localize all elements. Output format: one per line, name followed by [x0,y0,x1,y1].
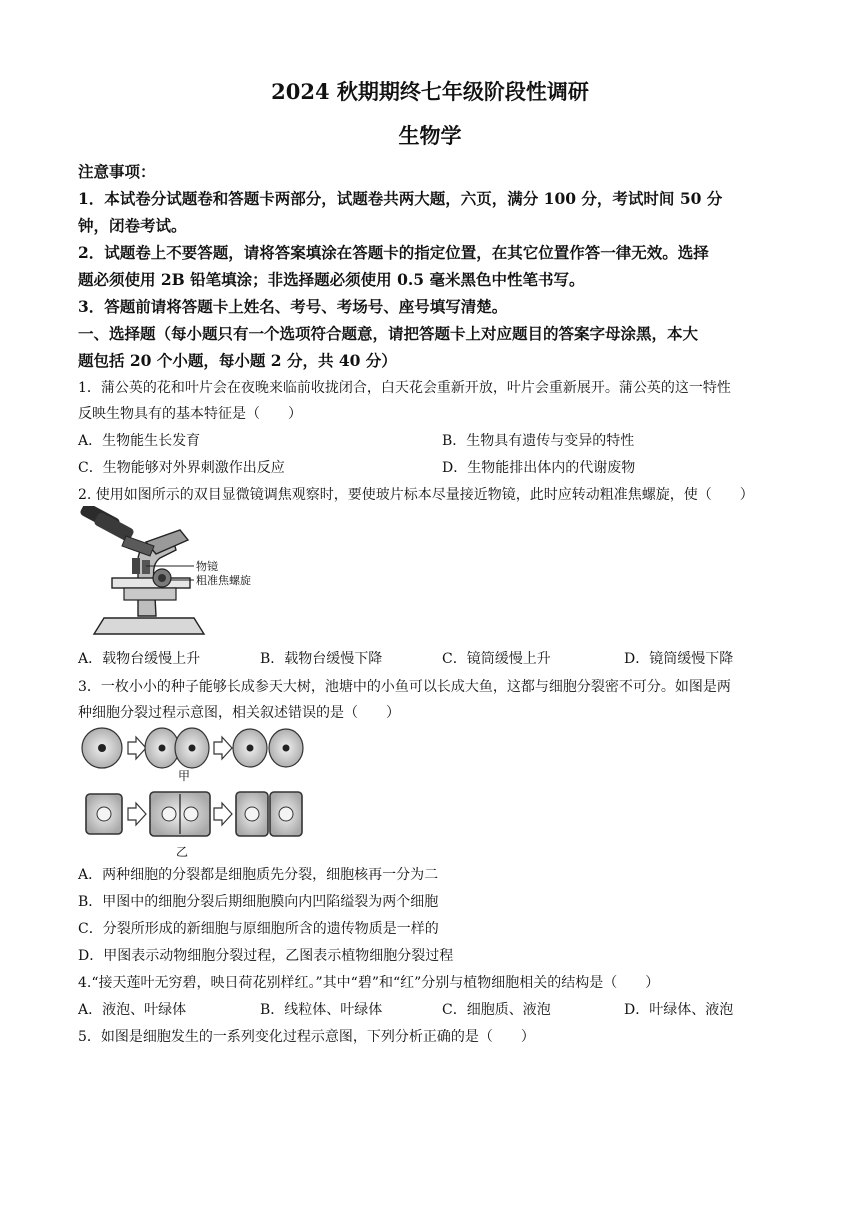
label-coarse-focus: 粗准焦螺旋 [196,574,251,587]
microscope-base [94,618,204,634]
objective-1 [132,558,140,574]
q1-stem-line-1: 1．蒲公英的花和叶片会在夜晚来临前收拢闭合，白天花会重新开放，叶片会重新展开。蒲公英的这一特性 [78,380,731,396]
notice-item-2-line-1: 2．试题卷上不要答题，请将答案填涂在答题卡的指定位置，在其它位置作答一律无效。选择 [78,243,709,262]
animal-cell-1-nucleus [98,744,106,752]
notice-item-2-line-2: 题必须使用 2B 铅笔填涂；非选择题必须使用 0.5 毫米黑色中性笔书写。 [78,270,585,289]
plant-cell-3a-nucleus [245,807,259,821]
q3-option-d: D．甲图表示动物细胞分裂过程，乙图表示植物细胞分裂过程 [78,948,454,964]
q4-option-d: D．叶绿体、液泡 [624,1002,734,1018]
subject-title: 生物学 [398,123,462,148]
arrow-4 [214,803,232,825]
binocular-body [122,536,154,556]
q2-stem-line-1: 2. 使用如图所示的双目显微镜调焦观察时，要使玻片标本尽量接近物镜，此时应转动粗准焦螺旋，使（ ） [78,487,754,503]
q3-option-b: B．甲图中的细胞分裂后期细胞膜向内凹陷缢裂为两个细胞 [78,894,439,910]
label-jia: 甲 [178,769,191,783]
q2-option-b: B．载物台缓慢下降 [260,651,383,667]
animal-cell-2b-nucleus [189,745,196,752]
animal-cell-3b-nucleus [283,745,290,752]
label-yi: 乙 [176,845,189,859]
q2-option-a: A．载物台缓慢上升 [78,651,201,667]
microscope-figure [76,506,306,642]
cell-division-figure [78,726,308,860]
q1-option-c: C．生物能够对外界刺激作出反应 [78,460,285,476]
q4-option-b: B．线粒体、叶绿体 [260,1002,383,1018]
division-yi-row [86,792,302,859]
q3-stem-line-2: 种细胞分裂过程示意图，相关叙述错误的是（ ） [78,705,400,721]
q3-stem-line-1: 3．一枚小小的种子能够长成参天大树，池塘中的小鱼可以长成大鱼，这都与细胞分裂密不可分。如图是两 [78,679,731,695]
section-1-heading-line-1: 一、选择题（每小题只有一个选项符合题意，请把答题卡上对应题目的答案字母涂黑，本大 [78,324,699,343]
notice-heading: 注意事项： [78,162,156,181]
microscope-condenser [124,588,176,600]
notice-item-3: 3．答题前请将答题卡上姓名、考号、考场号、座号填写清楚。 [78,297,508,316]
q1-stem-line-2: 反映生物具有的基本特征是（ ） [78,406,302,422]
q1-option-a: A．生物能生长发育 [78,433,201,449]
animal-cell-2a-nucleus [159,745,166,752]
label-objective: 物镜 [196,560,218,573]
notice-item-1-line-2: 钟，闭卷考试。 [78,216,187,235]
objective-2 [142,560,150,574]
section-1-heading-line-2: 题包括 20 个小题，每小题 2 分，共 40 分） [78,351,397,370]
q4-option-c: C．细胞质、液泡 [442,1002,551,1018]
q1-option-d: D．生物能排出体内的代谢废物 [442,460,636,476]
q1-option-b: B．生物具有遗传与变异的特性 [442,433,635,449]
notice-item-1-line-1: 1．本试卷分试题卷和答题卡两部分，试题卷共两大题，六页，满分 100 分，考试时间 50 分 [78,189,723,208]
q4-stem-line-1: 4.“接天莲叶无穷碧，映日荷花别样红。”其中“碧”和“红”分别与植物细胞相关的结构是（ ） [78,975,660,991]
q2-option-c: C．镜筒缓慢上升 [442,651,551,667]
plant-cell-3b-nucleus [279,807,293,821]
arrow-2 [214,737,232,759]
animal-cell-3a-nucleus [247,745,254,752]
plant-cell-1-nucleus [97,807,111,821]
q5-stem-line-1: 5．如图是细胞发生的一系列变化过程示意图，下列分析正确的是（ ） [78,1029,535,1045]
division-jia-row [82,728,303,783]
q3-option-a: A．两种细胞的分裂都是细胞质先分裂，细胞核再一分为二 [78,867,439,883]
q3-option-c: C．分裂所形成的新细胞与原细胞所含的遗传物质是一样的 [78,921,439,937]
q4-option-a: A．液泡、叶绿体 [78,1002,187,1018]
arrow-3 [128,803,146,825]
plant-cell-2b-nucleus [184,807,198,821]
exam-title: 2024 秋期期终七年级阶段性调研 [271,79,589,104]
fine-focus-knob [158,574,166,582]
q2-option-d: D．镜筒缓慢下降 [624,651,734,667]
arrow-1 [128,737,146,759]
plant-cell-2a-nucleus [162,807,176,821]
